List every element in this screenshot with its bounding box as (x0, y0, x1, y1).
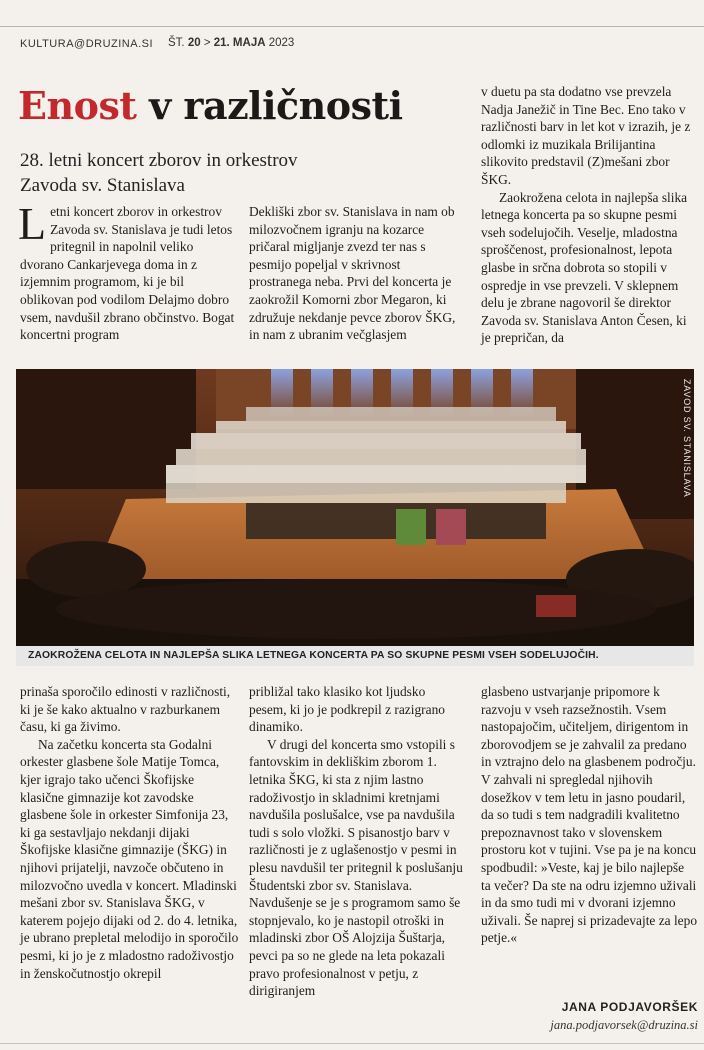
article-subtitle: 28. letni koncert zborov in orkestrov Zavoda sv. Stanislava (20, 150, 298, 196)
issue-info (168, 37, 294, 49)
col2-bottom-p1: približal tako klasiko kot ljudsko pesem, ki jo je podkrepil z razigrano dinamiko. (249, 684, 445, 735)
author-email[interactable]: jana.podjavorsek@druzina.si (550, 1018, 698, 1032)
column-2-bottom (249, 683, 465, 1000)
concert-photo (16, 369, 694, 666)
issue-prefix: ŠT. (168, 37, 185, 49)
article-title (18, 84, 403, 128)
col2-top-text: Dekliški zbor sv. Stanislava in nam ob milozvočnem igranju na kozarce pričaral migljanje zvezd ter nas s pesmijo popeljal v skrivnost prostranega neba. Prvi del koncerta je zaokrožil Komorni zbor Megaron, ki združuje nekdanje pevce zborov ŠKG, in nam z ubranim večglasjem (249, 204, 456, 343)
issue-number: 20 (187, 37, 201, 49)
issue-date: 21. MAJA (213, 37, 266, 49)
header-rule (0, 26, 704, 27)
col3-top-p2: Zaokrožena celota in najlepša slika letnega koncerta pa so skupne pesmi vseh sodelujočih. Veselje, mladostna sproščenost, profesionalnost, lepota glasbe in srčna dobrota so stopili v ospredje in vse prevzeli. V sklepnem delu je zbrane nagovoril še direktor Zavoda sv. Stanislava Anton Česen, ki je prepričan, da (481, 189, 688, 346)
column-2-top (249, 203, 465, 344)
col3-top-p1: v duetu pa sta dodatno vse prevzela Nadja Janežič in Tine Bec. Eno tako v različnosti barv in let kot v izrazih, je z odlomki iz muzikala Brilijantina slikovito predstavil (Z)mešani zbor ŠKG. (481, 84, 691, 187)
title-rest: v različnosti (149, 83, 403, 128)
column-3-top (481, 83, 697, 347)
column-3-bottom (481, 683, 697, 947)
photo-caption: ZAOKROŽENA CELOTA IN NAJLEPŠA SLIKA LETNEGA KONCERTA PA SO SKUPNE PESMI VSEH SODELUJOČIH. (16, 646, 694, 666)
issue-separator: > (203, 37, 211, 49)
col1-bottom-p2: Na začetku koncerta sta Godalni orkester glasbene šole Matije Tomca, kjer igrajo tako učenci Škofijske klasične gimnazije kot zavodske glasbene šole in orkester Simfonija 23, ki ga sestavljajo nekdanji dijaki Škofijske klasične gimnazije (ŠKG) in njihovi prijatelji, navzoče občuteno in milozvočno uvedla v koncert. Mladinski mešani zbor sv. Stanislava ŠKG, v katerem pojejo dijaki od 2. do 4. letnika, je ubrano prepletal melodijo in sporočilo pesmi, ki jo je z mladostno radoživostjo in ženskočutnostjo okrepil (20, 736, 239, 981)
concert-hall-image (16, 369, 694, 666)
author-name: JANA PODJAVORŠEK (561, 1000, 698, 1014)
drop-cap: L (18, 198, 47, 249)
col1-bottom-p1: prinaša sporočilo edinosti v različnosti, ki je še kako aktualno v razburkanem času, ki ga živimo. (20, 684, 231, 735)
lead-text: etni koncert zborov in orkestrov Zavoda sv. Stanislava je tudi letos pritegnil in napolnil veliko dvorano Cankarjevega doma in z izjemnim programom, ki je bil oblikovan pod vodilom Delajmo dobro vsem, navdušil zbrano občinstvo. Bogat koncertni program (20, 204, 235, 343)
footer-rule (0, 1043, 704, 1044)
col3-bottom-text: glasbeno ustvarjanje pripomore k razvoju v vseh razsežnostih. Vsem nastopajočim, učiteljem, dirigentom in zborovodjem se je zahvalil za predano in vztrajno delo na glasbenem področju. V zahvali ni spregledal njihovih dosežkov v tem letu in jasno poudaril, da so tudi s tem nadgradili kvalitetno prepoznavnost tako v slovenskem prostoru kot v tujini. Vse pa je na koncu spodbudil: »Veste, kaj je bilo najlepše ta večer? Da ste na odru izjemno uživali in da smo tudi mi v dvorani izjemno uživali. Še naprej si prizadevajte za lepo petje.« (481, 684, 698, 946)
section-email[interactable]: KULTURA@DRUZINA.SI (20, 38, 154, 50)
column-1-bottom (20, 683, 240, 982)
title-red-word: Enost (18, 83, 137, 128)
col2-bottom-p2: V drugi del koncerta smo vstopili s fantovskim in dekliškim zborom 1. letnika ŠKG, ki sta z njim lastno radoživostjo in skladnimi kretnjami navdušila poslušalce, vse pa navdušila tudi s solo vložki. S pisanostjo barv v različnosti je z uglašenostjo v pesmi in plesu navdušil ter pritegnil k poslušanju Študentski zbor sv. Stanislava. Navdušenje se je s programom samo še stopnjevalo, ko je nastopil otroški in mladinski zbor OŠ Alojzija Šuštarja, pevci pa so ne glede na leta pokazali pravo profesionalnost v petju, z dirigiranjem (249, 736, 463, 999)
issue-year: 2023 (268, 37, 295, 49)
photo-credit: ZAVOD SV. STANISLAVA (682, 379, 692, 498)
column-1-top (18, 198, 240, 344)
